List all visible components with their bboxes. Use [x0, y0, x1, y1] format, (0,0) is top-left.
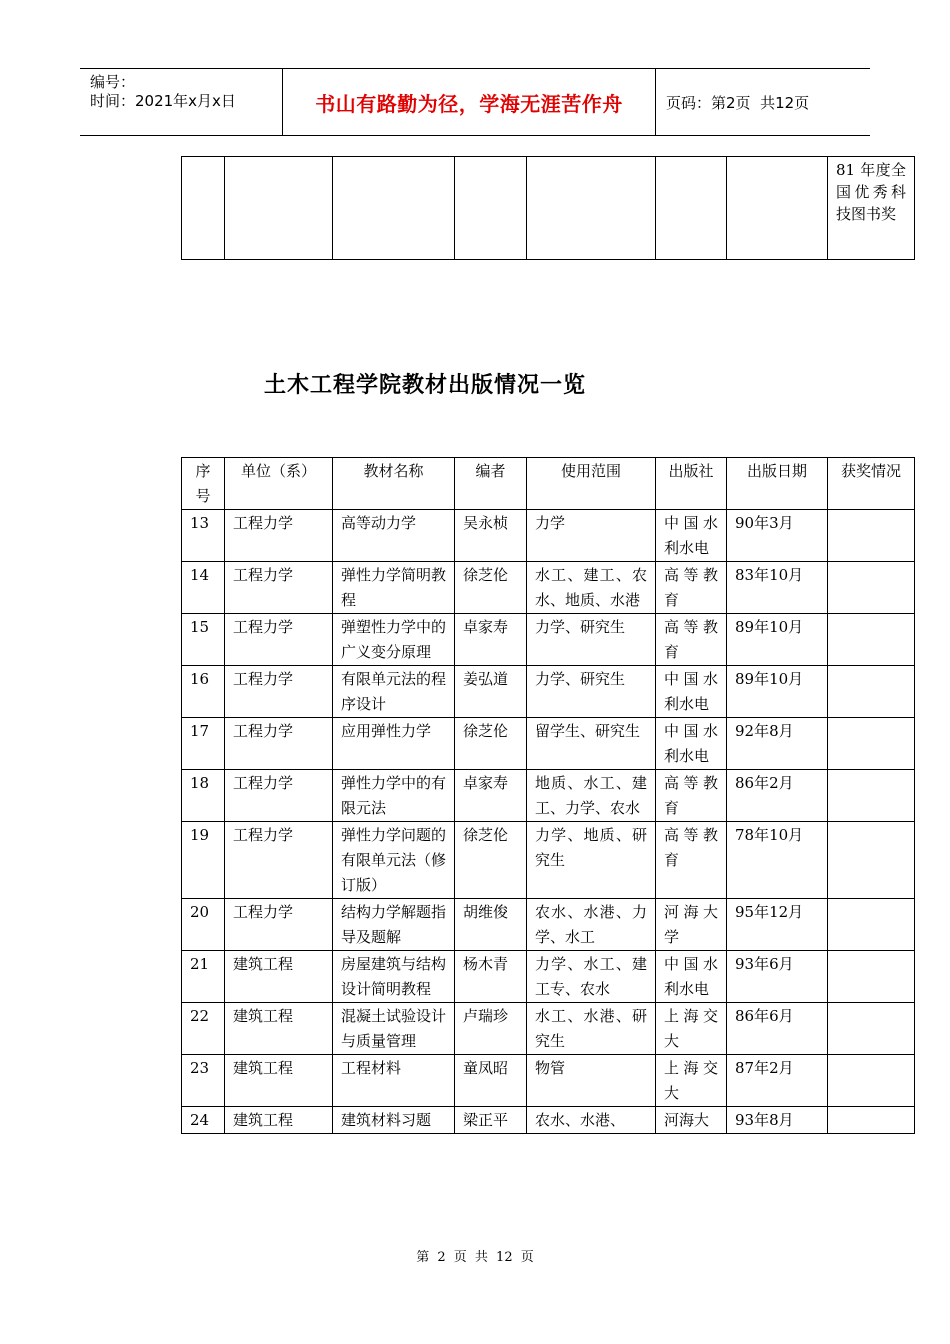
table-cell: 弹性力学中的有限元法: [333, 770, 455, 822]
table-cell: 工程力学: [225, 822, 333, 899]
table-cell: 童凤昭: [455, 1055, 527, 1107]
table-cell: 建筑工程: [225, 1107, 333, 1134]
table-cell: 22: [182, 1003, 225, 1055]
table-cell: 水工、水港、研究生: [527, 1003, 656, 1055]
table-cell: 胡维俊: [455, 899, 527, 951]
table-cell: 建筑工程: [225, 1003, 333, 1055]
table-cell: 地质、水工、建工、力学、农水: [527, 770, 656, 822]
table-cell: 89年10月: [727, 614, 828, 666]
table-cell: 高等教育: [656, 614, 727, 666]
table-cell: 上海交大: [656, 1003, 727, 1055]
table-cell: 上海交大: [656, 1055, 727, 1107]
column-header: 获奖情况: [828, 458, 915, 510]
table-row: [182, 718, 915, 770]
table-cell: 93年6月: [727, 951, 828, 1003]
table-row: [182, 899, 915, 951]
page-footer: 第 2 页 共 12 页: [416, 1250, 534, 1265]
table-cell: 高等教育: [656, 822, 727, 899]
table-cell: 建筑工程: [225, 951, 333, 1003]
table-cell: 卢瑞珍: [455, 1003, 527, 1055]
table-cell: 力学、研究生: [527, 614, 656, 666]
table-cell: 徐芝伦: [455, 718, 527, 770]
column-header: 出版社: [656, 458, 727, 510]
table-cell: 物管: [527, 1055, 656, 1107]
table-cell: 20: [182, 899, 225, 951]
table-cell: 90年3月: [727, 510, 828, 562]
table-cell: 工程力学: [225, 666, 333, 718]
table-cell: 16: [182, 666, 225, 718]
number-label: 编号：: [90, 73, 136, 91]
table-cell: 中国水利水电: [656, 666, 727, 718]
table-cell: 河海大: [656, 1107, 727, 1134]
table-cell: 弹性力学问题的有限单元法（修订版）: [333, 822, 455, 899]
table-cell: 中国水利水电: [656, 718, 727, 770]
table-cell: 力学、研究生: [527, 666, 656, 718]
table-cell: [828, 718, 915, 770]
table-row: [182, 510, 915, 562]
column-header: 使用范围: [527, 458, 656, 510]
table-cell: [828, 1003, 915, 1055]
header-page-info: [656, 69, 870, 135]
table-cell: [828, 510, 915, 562]
table-cell: 23: [182, 1055, 225, 1107]
header-motto: 书山有路勤为径，学海无涯苦作舟: [282, 69, 656, 135]
table-cell: 工程材料: [333, 1055, 455, 1107]
table-cell: 建筑材料习题: [333, 1107, 455, 1134]
table-cell: 17: [182, 718, 225, 770]
table-cell: [828, 614, 915, 666]
column-header: 单位（系）: [225, 458, 333, 510]
table-cell: 工程力学: [225, 562, 333, 614]
table-row: [182, 1107, 915, 1134]
table-cell: 混凝土试验设计与质量管理: [333, 1003, 455, 1055]
table-cell: 18: [182, 770, 225, 822]
table-cell: 弹性力学简明教程: [333, 562, 455, 614]
column-header: 教材名称: [333, 458, 455, 510]
table-cell: 吴永桢: [455, 510, 527, 562]
table-row: [182, 157, 915, 260]
table-cell: 力学: [527, 510, 656, 562]
table-cell: 19: [182, 822, 225, 899]
table-cell: 95年12月: [727, 899, 828, 951]
table-row: [182, 822, 915, 899]
table-cell: 梁正平: [455, 1107, 527, 1134]
page-header: [80, 68, 870, 136]
table-cell: 中国水利水电: [656, 951, 727, 1003]
table-cell: 15: [182, 614, 225, 666]
table-cell: [828, 822, 915, 899]
table-row: [182, 1003, 915, 1055]
table-cell: 高等教育: [656, 562, 727, 614]
page-info-text: 页码：第2页 共12页: [666, 93, 810, 112]
table-cell: 卓家寿: [455, 770, 527, 822]
table-cell: 86年6月: [727, 1003, 828, 1055]
table-cell: 工程力学: [225, 614, 333, 666]
table-header-row: [182, 458, 915, 510]
award-cell: 81 年度全国优秀科技图书奖: [828, 157, 915, 260]
table-cell: 工程力学: [225, 770, 333, 822]
table-cell: 河海大学: [656, 899, 727, 951]
table-cell: 高等动力学: [333, 510, 455, 562]
table-cell: 92年8月: [727, 718, 828, 770]
table-cell: 姜弘道: [455, 666, 527, 718]
table-row: [182, 666, 915, 718]
table-cell: 建筑工程: [225, 1055, 333, 1107]
table-cell: [828, 562, 915, 614]
column-header: 编者: [455, 458, 527, 510]
table-cell: [828, 951, 915, 1003]
table-cell: 86年2月: [727, 770, 828, 822]
column-header: 序号: [182, 458, 225, 510]
table-cell: 卓家寿: [455, 614, 527, 666]
column-header: 出版日期: [727, 458, 828, 510]
textbook-table: [181, 457, 915, 1134]
table-row: [182, 1055, 915, 1107]
table-cell: 工程力学: [225, 899, 333, 951]
table-cell: 有限单元法的程序设计: [333, 666, 455, 718]
table-cell: [828, 899, 915, 951]
table-cell: 高等教育: [656, 770, 727, 822]
continued-table: [181, 156, 915, 260]
table-row: [182, 614, 915, 666]
table-cell: 24: [182, 1107, 225, 1134]
table-cell: [828, 1107, 915, 1134]
table-cell: 13: [182, 510, 225, 562]
table-cell: 应用弹性力学: [333, 718, 455, 770]
table-cell: [828, 770, 915, 822]
table-cell: 留学生、研究生: [527, 718, 656, 770]
table-row: [182, 562, 915, 614]
table-cell: 工程力学: [225, 718, 333, 770]
table-cell: 徐芝伦: [455, 822, 527, 899]
table-cell: 14: [182, 562, 225, 614]
table-cell: 83年10月: [727, 562, 828, 614]
table-cell: 93年8月: [727, 1107, 828, 1134]
table-cell: 弹塑性力学中的广义变分原理: [333, 614, 455, 666]
table-cell: [828, 1055, 915, 1107]
table-cell: 21: [182, 951, 225, 1003]
table-cell: 徐芝伦: [455, 562, 527, 614]
table-cell: 78年10月: [727, 822, 828, 899]
table-cell: 89年10月: [727, 666, 828, 718]
table-cell: 结构力学解题指导及题解: [333, 899, 455, 951]
table-cell: 力学、水工、建工专、农水: [527, 951, 656, 1003]
table-cell: 水工、建工、农水、地质、水港: [527, 562, 656, 614]
header-meta: [80, 69, 282, 135]
time-label: 时间：2021年x月x日: [90, 92, 236, 110]
table-cell: 杨木青: [455, 951, 527, 1003]
table-row: [182, 770, 915, 822]
page-title: 土木工程学院教材出版情况一览: [264, 373, 587, 398]
table-row: [182, 951, 915, 1003]
table-cell: 农水、水港、: [527, 1107, 656, 1134]
table-cell: 农水、水港、力学、水工: [527, 899, 656, 951]
table-cell: 中国水利水电: [656, 510, 727, 562]
table-cell: 房屋建筑与结构设计简明教程: [333, 951, 455, 1003]
table-cell: 87年2月: [727, 1055, 828, 1107]
table-cell: [828, 666, 915, 718]
table-cell: 力学、地质、研究生: [527, 822, 656, 899]
table-cell: 工程力学: [225, 510, 333, 562]
